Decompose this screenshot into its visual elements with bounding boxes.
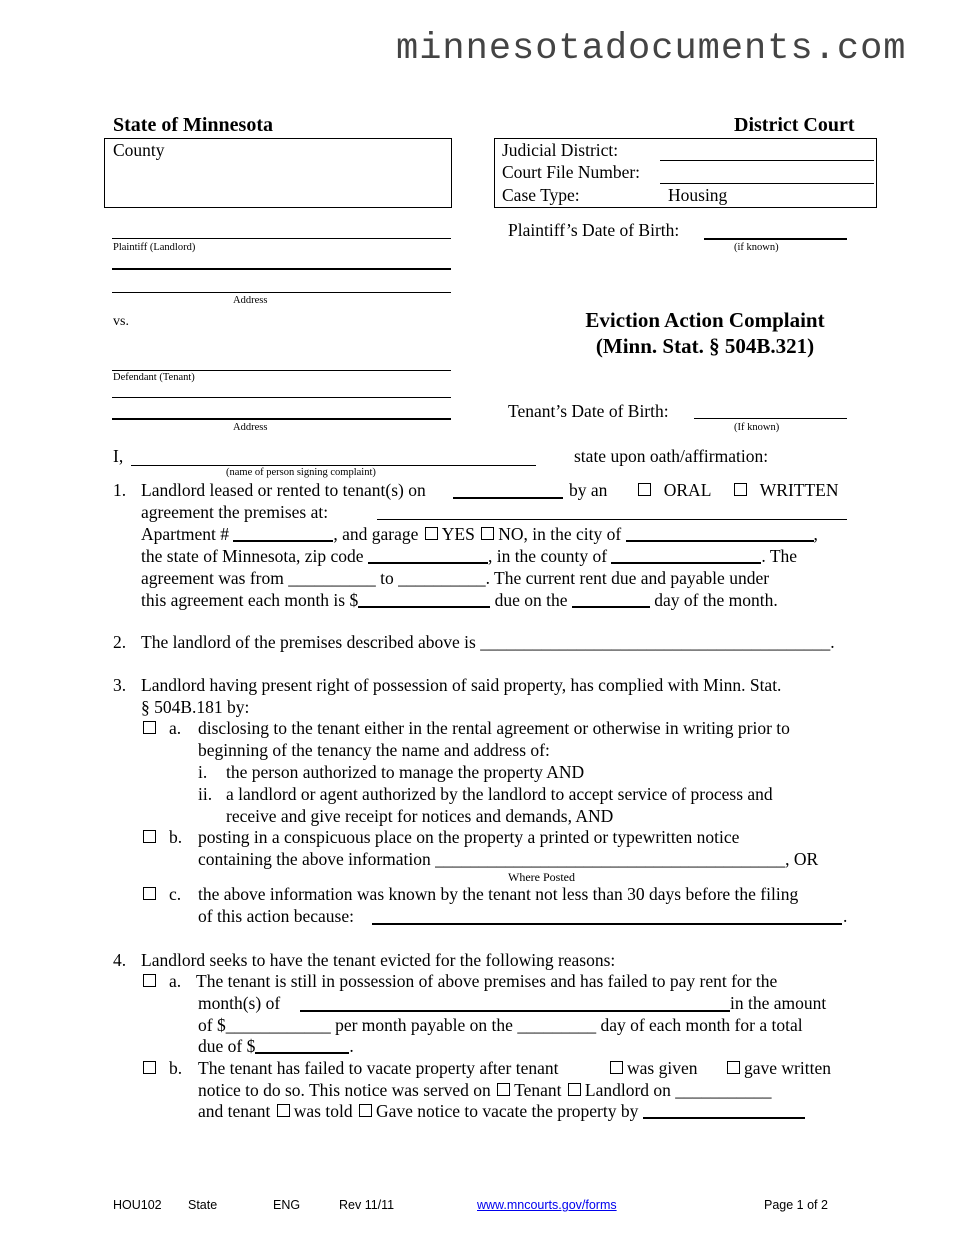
p4a-text3: of $____________ per month payable on the _________ day of each month for a total	[198, 1015, 803, 1035]
state-heading: State of Minnesota	[113, 114, 273, 136]
footer-page-number: Page 1 of 2	[764, 1198, 828, 1212]
county-of-label: , in the county of	[487, 546, 608, 566]
p3c-label: c.	[169, 884, 182, 904]
written-checkbox[interactable]	[734, 483, 747, 496]
p4b-line2	[198, 1080, 772, 1101]
p4a-label: a.	[169, 971, 182, 991]
p1-by-an: by an	[569, 480, 608, 500]
p4b-line3	[198, 1101, 805, 1122]
apartment-field[interactable]	[233, 526, 333, 542]
p3-number: 3.	[113, 675, 127, 695]
signer-name-field[interactable]	[131, 465, 536, 466]
p3-text: Landlord having present right of possession of said property, has complied with Minn. Stat.	[141, 675, 782, 695]
served-landlord-label: Landlord on ___________	[584, 1080, 772, 1100]
written-option[interactable]	[732, 480, 838, 501]
p1-line3	[141, 524, 818, 545]
vs-label: vs.	[113, 314, 129, 329]
p4a-checkbox-wrap[interactable]	[141, 971, 160, 992]
p3c-text2: of this action because:	[198, 906, 354, 926]
total-due-period: .	[349, 1036, 354, 1056]
p4a-text1: The tenant is still in possession of above premises and has failed to pay rent for the	[196, 971, 778, 991]
footer-forms-link[interactable]: www.mncourts.gov/forms	[477, 1198, 617, 1212]
p3a-i-label: i.	[198, 762, 208, 782]
rent-amount-field[interactable]	[358, 592, 490, 608]
p1-line6	[141, 590, 778, 611]
plaintiff-address-field-2[interactable]	[112, 292, 451, 293]
p3c-checkbox[interactable]	[143, 887, 156, 900]
served-on-label: notice to do so. This notice was served on	[198, 1080, 491, 1100]
p4a-text4	[198, 1036, 354, 1057]
p3a-text1: disclosing to the tenant either in the rental agreement or otherwise in writing prior to	[198, 718, 790, 738]
p3c-reason-field[interactable]	[372, 923, 842, 925]
p3-text2: § 504B.181 by:	[141, 697, 250, 717]
vacate-by-date-field[interactable]	[643, 1103, 805, 1119]
p1-text-b: agreement the premises at:	[141, 502, 329, 522]
lease-date-field[interactable]	[453, 497, 563, 499]
plaintiff-dob-field[interactable]	[704, 238, 847, 240]
apt-label: Apartment #	[141, 524, 229, 544]
p4-number: 4.	[113, 950, 127, 970]
city-label: NO, in the city of	[498, 524, 622, 544]
p4a-checkbox[interactable]	[143, 974, 156, 987]
footer-state: State	[188, 1198, 218, 1212]
plaintiff-name-field[interactable]	[112, 238, 451, 239]
court-file-number-label: Court File Number:	[502, 162, 641, 182]
case-type-value: Housing	[668, 185, 728, 205]
was-told-checkbox[interactable]	[277, 1104, 290, 1117]
p3a-text2: beginning of the tenancy the name and address of:	[198, 740, 550, 760]
footer-language: ENG	[273, 1198, 301, 1212]
p3a-i-text: the person authorized to manage the property AND	[226, 762, 585, 782]
comma: ,	[813, 524, 818, 544]
written-label: WRITTEN	[759, 480, 839, 500]
p2-number: 2.	[113, 632, 127, 652]
p3c-period: .	[843, 906, 848, 926]
signer-name-hint: (name of person signing complaint)	[226, 467, 376, 478]
zip-label: the state of Minnesota, zip code	[141, 546, 364, 566]
due-on-label: due on the	[494, 590, 568, 610]
judicial-district-label: Judicial District:	[502, 140, 619, 160]
served-tenant-checkbox[interactable]	[497, 1083, 510, 1096]
p3a-checkbox[interactable]	[143, 721, 156, 734]
the-label: . The	[761, 546, 798, 566]
county-field[interactable]	[611, 548, 761, 564]
p3a-checkbox-wrap[interactable]	[141, 718, 160, 739]
city-field[interactable]	[626, 526, 814, 542]
premises-address-field[interactable]	[377, 519, 847, 520]
was-given-option[interactable]	[608, 1058, 697, 1079]
total-due-field[interactable]	[255, 1038, 349, 1054]
was-told-label: was told	[293, 1101, 353, 1121]
gave-written-option[interactable]	[725, 1058, 831, 1079]
p3b-text1: posting in a conspicuous place on the property a printed or typewritten notice	[198, 827, 740, 847]
defendant-address-field-1[interactable]	[112, 397, 451, 398]
footer-revision: Rev 11/11	[339, 1198, 395, 1212]
oral-checkbox[interactable]	[638, 483, 651, 496]
served-landlord-checkbox[interactable]	[568, 1083, 581, 1096]
p3a-ii-text2: receive and give receipt for notices and demands, AND	[226, 806, 614, 826]
tenant-dob-hint: (If known)	[734, 422, 780, 433]
p3c-checkbox-wrap[interactable]	[141, 884, 160, 905]
p1-line4	[141, 546, 797, 567]
p4a-in-amount: in the amount	[730, 993, 827, 1013]
zip-field[interactable]	[368, 548, 488, 564]
p4-text: Landlord seeks to have the tenant evicted for the following reasons:	[141, 950, 616, 970]
p4a-months-field[interactable]	[300, 1010, 730, 1012]
p4a-months-label: month(s) of	[198, 993, 281, 1013]
plaintiff-dob-hint: (if known)	[734, 242, 779, 253]
county-label: County	[113, 140, 165, 160]
p3a-ii-text: a landlord or agent authorized by the landlord to accept service of process and	[226, 784, 773, 804]
p4b-checkbox[interactable]	[143, 1061, 156, 1074]
where-posted-hint: Where Posted	[508, 870, 575, 884]
gave-notice-checkbox[interactable]	[359, 1104, 372, 1117]
p1-number: 1.	[113, 480, 127, 500]
was-given-label: was given	[627, 1058, 698, 1078]
footer-form-id: HOU102	[113, 1198, 162, 1212]
form-title: Eviction Action Complaint	[585, 308, 825, 332]
garage-label: , and garage	[333, 524, 419, 544]
rent-label: this agreement each month is $	[141, 590, 359, 610]
oral-option[interactable]	[636, 480, 711, 501]
p4b-label: b.	[169, 1058, 183, 1078]
p3b-label: b.	[169, 827, 183, 847]
plaintiff-dob-label: Plaintiff’s Date of Birth:	[508, 220, 680, 240]
intro-oath: state upon oath/affirmation:	[574, 446, 769, 466]
case-type-label: Case Type:	[502, 185, 580, 205]
court-file-number-field[interactable]	[660, 183, 874, 184]
total-due-label: due of $	[198, 1036, 256, 1056]
garage-no-checkbox[interactable]	[481, 527, 494, 540]
defendant-address-label: Address	[233, 422, 268, 433]
judicial-district-field[interactable]	[660, 160, 874, 161]
form-subtitle: (Minn. Stat. § 504B.321)	[595, 334, 815, 358]
p3a-ii-label: ii.	[198, 784, 213, 804]
day-label: day of the month.	[654, 590, 778, 610]
intro-i: I,	[113, 446, 124, 466]
p3c-text1: the above information was known by the tenant not less than 30 days before the filing	[198, 884, 799, 904]
plaintiff-address-field-1[interactable]	[112, 268, 451, 270]
oral-label: ORAL	[663, 480, 712, 500]
watermark-text: minnesotadocuments.com	[396, 28, 907, 70]
defendant-address-field-2[interactable]	[112, 418, 451, 420]
defendant-label: Defendant (Tenant)	[113, 372, 195, 383]
p3b-checkbox-wrap[interactable]	[141, 827, 160, 848]
p4b-text1: The tenant has failed to vacate property after tenant	[198, 1058, 559, 1078]
p1-agreement-dates: agreement was from __________ to __________. The current rent due and payable under	[141, 568, 770, 588]
tenant-dob-label: Tenant’s Date of Birth:	[508, 401, 669, 421]
and-tenant-label: and tenant	[198, 1101, 271, 1121]
plaintiff-address-label: Address	[233, 295, 268, 306]
p2-text: The landlord of the premises described above is ________________________________________.	[141, 632, 835, 652]
p4b-checkbox-wrap[interactable]	[141, 1058, 160, 1079]
was-given-checkbox[interactable]	[610, 1061, 623, 1074]
due-day-field[interactable]	[572, 592, 650, 608]
p3a-label: a.	[169, 718, 182, 738]
p3b-text2: containing the above information ________________________________________, OR	[198, 849, 819, 869]
gave-written-label: gave written	[744, 1058, 831, 1078]
defendant-name-field[interactable]	[112, 370, 451, 371]
court-heading: District Court	[734, 114, 855, 136]
gave-notice-label: Gave notice to vacate the property by	[375, 1101, 639, 1121]
garage-yes-checkbox[interactable]	[425, 527, 438, 540]
gave-written-checkbox[interactable]	[727, 1061, 740, 1074]
garage-yes-label: YES	[441, 524, 475, 544]
served-tenant-label: Tenant	[514, 1080, 562, 1100]
plaintiff-label: Plaintiff (Landlord)	[113, 242, 196, 253]
tenant-dob-field[interactable]	[694, 418, 847, 419]
p1-text-a: Landlord leased or rented to tenant(s) on	[141, 480, 426, 500]
p3b-checkbox[interactable]	[143, 830, 156, 843]
